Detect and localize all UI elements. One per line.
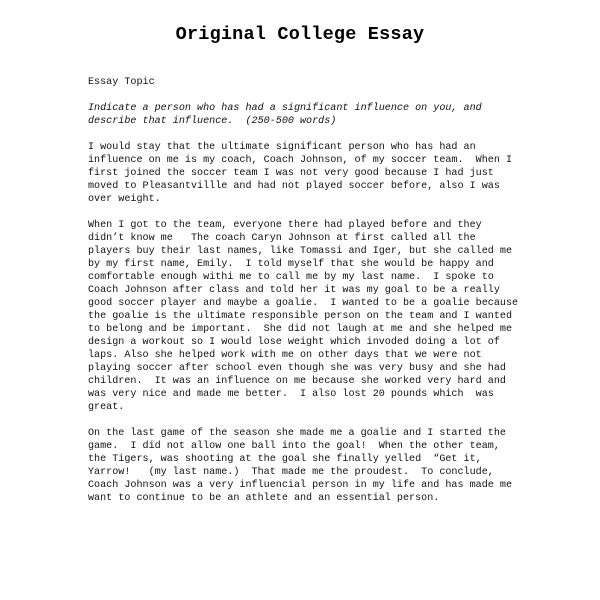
paragraph-line: laps. Also she helped work with me on other days that we were not xyxy=(88,350,482,361)
paragraph-line: good soccer player and maybe a goalie. I wanted to be a goalie because xyxy=(88,298,519,309)
paragraph-line: first joined the soccer team I was not very good because I had just xyxy=(88,168,494,179)
paragraph-line: was very nice and made me better. I also lost 20 pounds which was xyxy=(88,389,494,400)
paragraph-line: want to continue to be an athlete and an essential person. xyxy=(88,493,440,504)
paragraph-line: moved to Pleasantvillle and had not played soccer before, also I was xyxy=(88,181,500,192)
paragraph-line: When I got to the team, everyone there had played before and they xyxy=(88,220,482,231)
paragraph-line: great. xyxy=(88,402,125,413)
paragraph-line: by my first name, Emily. I told myself that she would be happy and xyxy=(88,259,494,270)
paragraph-line: game. I did not allow one ball into the goal! When the other team, xyxy=(88,441,500,452)
paragraph-line: the goalie is the ultimate responsible person on the team and I wanted xyxy=(88,311,513,322)
paragraph-line: over weight. xyxy=(88,194,161,205)
paragraph-line: children. It was an influence on me because she worked very hard and xyxy=(88,376,506,387)
paragraph-line: Coach Johnson after class and told her it was my goal to be a really xyxy=(88,285,500,296)
paragraph-line: Coach Johnson was a very influencial person in my life and has made me xyxy=(88,480,513,491)
paragraph-line: comfortable enough withi me to call me by my last name. I spoke to xyxy=(88,272,494,283)
essay-paragraph-3 xyxy=(88,427,518,505)
paragraph-line: Yarrow! (my last name.) That made me the proudest. To conclude, xyxy=(88,467,494,478)
essay-topic-label: Essay Topic xyxy=(88,77,155,88)
paragraph-line: the Tigers, was shooting at the goal she finally yelled “Get it, xyxy=(88,454,482,465)
paragraph-line: to belong and be important. She did not laugh at me and she helped me xyxy=(88,324,513,335)
prompt-line: Indicate a person who has had a significant influence on you, and xyxy=(88,103,482,114)
prompt-line: describe that influence. (250-500 words) xyxy=(88,116,337,127)
paragraph-line: players buy their last names, like Tomassi and Iger, but she called me xyxy=(88,246,513,257)
paragraph-line: playing soccer after school even though she was very busy and she had xyxy=(88,363,506,374)
paragraph-line: I would stay that the ultimate significant person who has had an xyxy=(88,142,476,153)
essay-paragraph-1 xyxy=(88,141,518,206)
paragraph-line: influence on me is my coach, Coach Johnson, of my soccer team. When I xyxy=(88,155,513,166)
page-title: Original College Essay xyxy=(175,24,425,45)
essay-body xyxy=(88,76,518,518)
paragraph-line: On the last game of the season she made me a goalie and I started the xyxy=(88,428,506,439)
paragraph-line: design a workout so I would lose weight which invoded doing a lot of xyxy=(88,337,500,348)
essay-paragraph-2 xyxy=(88,219,518,414)
paragraph-line: didn’t know me The coach Caryn Johnson at first called all the xyxy=(88,233,476,244)
essay-prompt xyxy=(88,102,518,128)
